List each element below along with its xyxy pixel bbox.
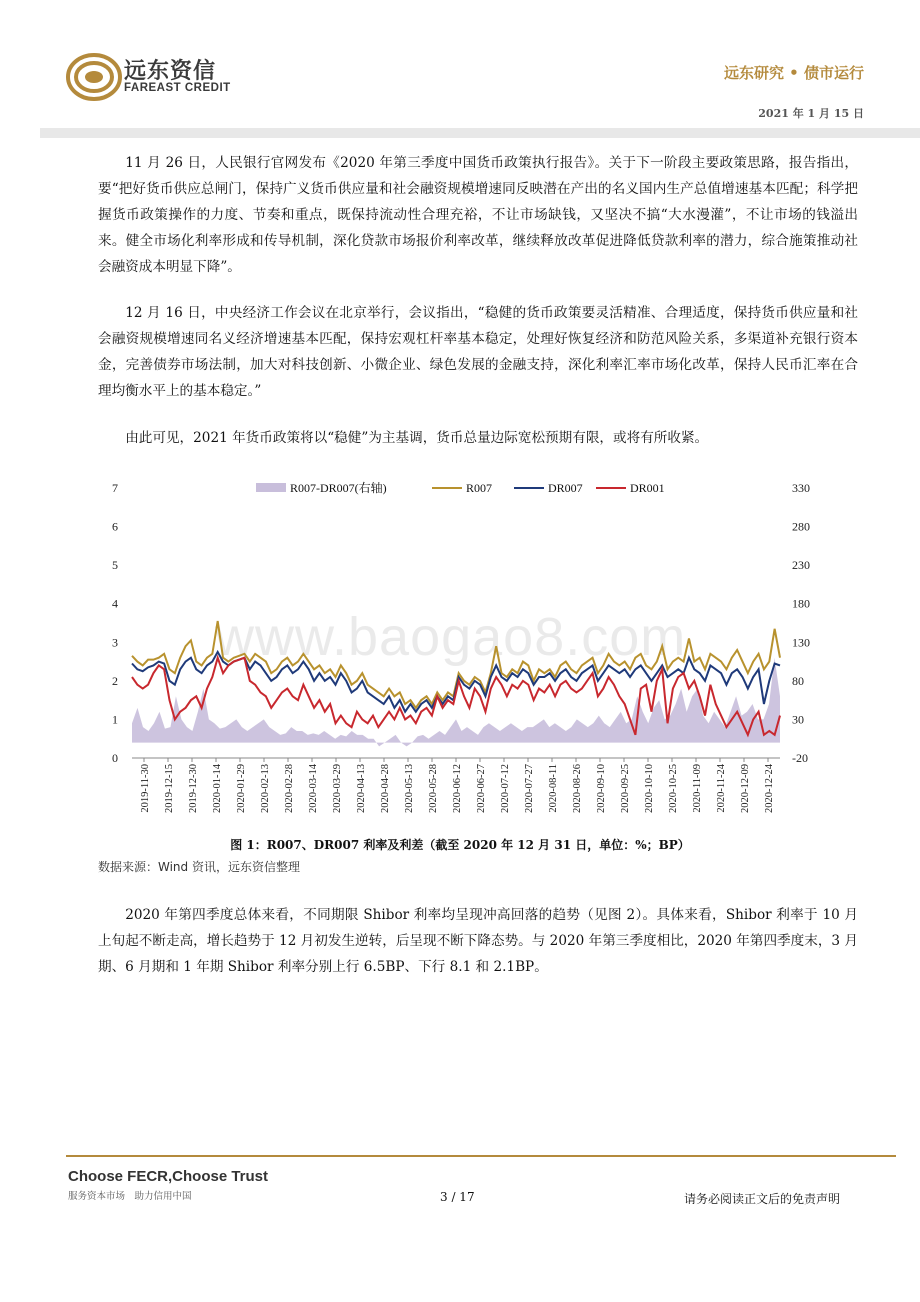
x-tick-label: 2020-07-27 xyxy=(524,764,535,813)
x-tick-label: 2020-09-25 xyxy=(620,764,631,813)
logo-emblem-icon xyxy=(66,52,122,102)
legend-label: DR001 xyxy=(630,481,665,495)
legend-label: R007 xyxy=(466,481,493,495)
legend-label: DR007 xyxy=(548,481,583,495)
y-left-tick-label: 5 xyxy=(112,558,118,573)
legend-label: R007-DR007(右轴) xyxy=(290,481,387,495)
x-tick-label: 2020-12-24 xyxy=(764,764,775,813)
x-tick-label: 2020-10-25 xyxy=(668,764,679,813)
y-left-tick-label: 4 xyxy=(112,596,118,611)
paragraph-shibor: 2020 年第四季度总体来看，不同期限 Shibor 利率均呈现冲高回落的趋势（见图 2）。具体来看，Shibor 利率于 10 月上旬起不断走高，增长趋势于 12 月初发生逆转，后呈现不断下降态势。与 2020 年第三季度相比，2020 年第四季度末，3 月期、6 月期和 1 年期 Shibor 利率分别上行 6.5BP、下行 8.1 和 2.1BP。 xyxy=(98,907,858,975)
x-tick-label: 2019-12-30 xyxy=(188,764,199,813)
logo-chinese-name: 远东资信 xyxy=(124,59,217,84)
x-tick-label: 2020-01-29 xyxy=(236,764,247,813)
y-left-tick-label: 1 xyxy=(112,712,118,727)
x-tick-label: 2019-11-30 xyxy=(140,764,151,813)
header-divider xyxy=(40,128,920,138)
fareast-logo xyxy=(66,52,246,104)
page-header xyxy=(0,0,920,140)
y-right-tick-label: 330 xyxy=(792,481,810,495)
y-right-tick-label: 230 xyxy=(792,558,810,573)
series-area-r007-dr007-spread xyxy=(132,658,780,747)
paragraph-conclusion: 由此可见，2021 年货币政策将以“稳健”为主基调，货币总量边际宽松预期有限，或将有所收紧。 xyxy=(125,430,709,446)
x-tick-label: 2020-11-24 xyxy=(716,764,727,813)
y-right-tick-label: -20 xyxy=(792,751,808,765)
legend-swatch-spread xyxy=(256,483,286,492)
x-tick-label: 2020-08-11 xyxy=(548,764,559,813)
x-tick-label: 2020-10-10 xyxy=(644,764,655,813)
x-tick-label: 2020-01-14 xyxy=(212,764,223,813)
x-tick-label: 2019-12-15 xyxy=(164,764,175,813)
y-right-tick-label: 280 xyxy=(792,519,810,534)
x-tick-label: 2020-05-28 xyxy=(428,764,439,813)
y-left-tick-label: 7 xyxy=(112,481,118,495)
watermark: www.baogao8.com xyxy=(215,607,687,667)
x-tick-label: 2020-04-28 xyxy=(380,764,391,813)
y-left-tick-label: 6 xyxy=(112,519,118,534)
y-right-tick-label: 80 xyxy=(792,673,804,688)
figure-caption: 图 1：R007、DR007 利率及利差（截至 2020 年 12 月 31 日，单位：%；BP） xyxy=(230,838,690,852)
footer-slogan: 服务资本市场 助力信用中国 xyxy=(68,1191,192,1202)
x-tick-label: 2020-08-26 xyxy=(572,764,583,813)
footer-divider xyxy=(66,1155,896,1157)
y-right-tick-label: 180 xyxy=(792,596,810,611)
x-tick-label: 2020-06-27 xyxy=(476,764,487,813)
page-number: 3 / 17 xyxy=(440,1190,475,1204)
y-left-tick-label: 0 xyxy=(112,751,118,765)
y-right-tick-label: 30 xyxy=(792,712,804,727)
footer-brand: Choose FECR,Choose Trust xyxy=(68,1168,269,1185)
x-tick-label: 2020-02-28 xyxy=(284,764,295,813)
x-tick-label: 2020-04-13 xyxy=(356,764,367,813)
logo-english-name: FAREAST CREDIT xyxy=(124,82,231,94)
paragraph-economic-conference: 12 月 16 日，中央经济工作会议在北京举行，会议指出，“稳健的货币政策要灵活精准、合理适度，保持货币供应量和社会融资规模增速同名义经济增速基本匹配，保持宏观杠杆率基本稳定，处理好恢复经济和防范风险关系，多渠道补充银行资本金，完善债券市场法制，加大对科技创新、小微企业、绿色发展的金融支持，深化利率汇率市场化改革，保持人民币汇率在合理均衡水平上的基本稳定。” xyxy=(98,305,858,399)
paragraph-pboc-report: 11 月 26 日，人民银行官网发布《2020 年第三季度中国货币政策执行报告》。关于下一阶段主要政策思路，报告指出，要“把好货币供应总闸门，保持广义货币供应量和社会融资规模增速同反映潜在产出的名义国内生产总值增速基本匹配；科学把握货币政策操作的力度、节奏和重点，既保持流动性合理充裕，不让市场缺钱，又坚决不搞“大水漫灌”，不让市场的钱溢出来。健全市场化利率形成和传导机制，深化贷款市场报价利率改革，继续释放改革促进降低贷款利率的潜力，综合施策推动社会融资成本明显下降”。 xyxy=(98,155,858,275)
x-tick-label: 2020-03-29 xyxy=(332,764,343,813)
y-left-tick-label: 3 xyxy=(112,635,118,650)
x-tick-label: 2020-12-09 xyxy=(740,764,751,813)
x-tick-label: 2020-11-09 xyxy=(692,764,703,813)
y-right-tick-label: 130 xyxy=(792,635,810,650)
x-tick-label: 2020-09-10 xyxy=(596,764,607,813)
report-date: 2021 年 1 月 15 日 xyxy=(758,107,864,120)
disclaimer-notice: 请务必阅读正文后的免责声明 xyxy=(683,1192,840,1206)
figure-source: 数据来源：Wind 资讯，远东资信整理 xyxy=(98,860,300,874)
rates-chart xyxy=(96,478,836,838)
x-tick-label: 2020-05-13 xyxy=(404,764,415,813)
report-series-title: 远东研究 • 债市运行 xyxy=(723,64,864,82)
x-tick-label: 2020-06-12 xyxy=(452,764,463,813)
y-left-tick-label: 2 xyxy=(112,673,118,688)
x-tick-label: 2020-07-12 xyxy=(500,764,511,813)
x-tick-label: 2020-03-14 xyxy=(308,764,319,813)
x-tick-label: 2020-02-13 xyxy=(260,764,271,813)
